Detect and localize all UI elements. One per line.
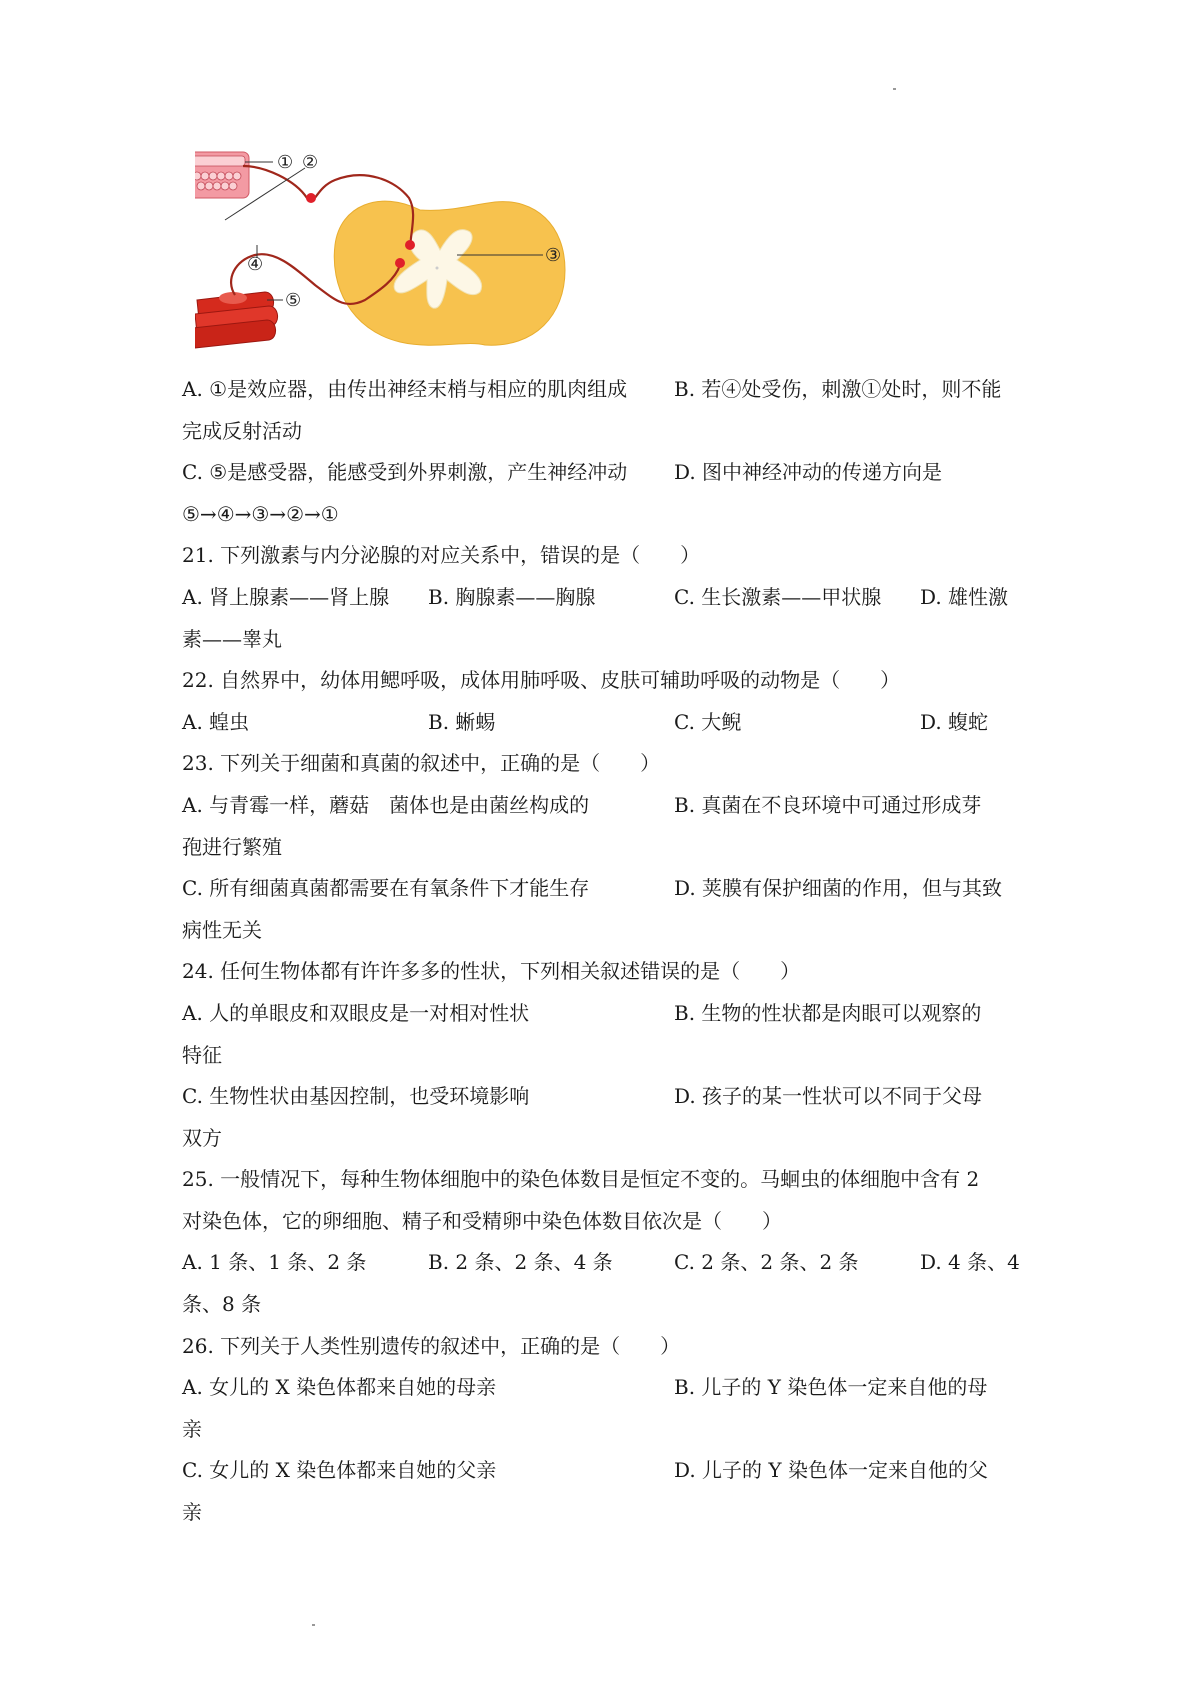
label-5: ⑤ (285, 290, 302, 311)
q24-option-d: D. 孩子的某一性状可以不同于父母 (674, 1084, 983, 1109)
q22-option-c: C. 大鲵 (674, 709, 742, 734)
q21-option-d-cont: 素——睾丸 (182, 626, 282, 651)
scan-dot-top (893, 88, 896, 90)
q23-stem: 23. 下列关于细菌和真菌的叙述中，正确的是（ ） (182, 751, 661, 776)
q26-option-b: B. 儿子的 Y 染色体一定来自他的母 (674, 1375, 988, 1400)
q20-option-b: B. 若④处受伤，刺激①处时，则不能 (674, 377, 1002, 401)
q24-option-b-cont: 特征 (182, 1042, 222, 1067)
q20-options-row-1 (182, 369, 1022, 411)
q20-option-d: D. 图中神经冲动的传递方向是 (674, 460, 943, 485)
q26-option-a: A. 女儿的 X 染色体都来自她的母亲 (182, 1375, 497, 1400)
q24-option-d-cont: 双方 (182, 1125, 222, 1150)
q23-option-b-cont: 孢进行繁殖 (182, 834, 282, 859)
q23-option-d-cont: 病性无关 (182, 917, 262, 942)
q21-option-b: B. 胸腺素——胸腺 (428, 584, 596, 609)
label-4: ④ (247, 254, 264, 275)
label-1: ① (277, 152, 294, 173)
q26-options-row-1 (182, 1367, 1022, 1409)
q22-option-a: A. 蝗虫 (182, 709, 250, 734)
q25-option-b: B. 2 条、2 条、4 条 (428, 1250, 613, 1275)
q26-option-d-cont: 亲 (182, 1500, 202, 1525)
q24-options-row-1 (182, 993, 1022, 1035)
q20-option-a: A. ①是效应器，由传出神经末梢与相应的肌肉组成 (182, 377, 628, 401)
q22-stem: 22. 自然界中，幼体用鳃呼吸，成体用肺呼吸、皮肤可辅助呼吸的动物是（ ） (182, 668, 901, 693)
q23-option-d: D. 荚膜有保护细菌的作用，但与其致 (674, 876, 1003, 901)
ganglion-dot (306, 193, 316, 203)
q24-option-c: C. 生物性状由基因控制，也受环境影响 (182, 1084, 530, 1109)
q20-options-row-2 (182, 452, 1022, 494)
q20-option-b-cont: 完成反射活动 (182, 418, 302, 443)
q25-option-c: C. 2 条、2 条、2 条 (674, 1250, 859, 1275)
q25-option-d-cont: 条、8 条 (182, 1292, 262, 1317)
q26-option-c: C. 女儿的 X 染色体都来自她的父亲 (182, 1458, 497, 1483)
muscle-effector-icon (195, 292, 278, 348)
label-3: ③ (545, 245, 562, 266)
q23-option-c: C. 所有细菌真菌都需要在有氧条件下才能生存 (182, 876, 590, 901)
question-content (182, 369, 1022, 1534)
q22-option-b: B. 蜥蜴 (428, 709, 496, 734)
reflex-arc-figure (195, 140, 635, 370)
q21-option-a: A. 肾上腺素——肾上腺 (182, 584, 390, 609)
q24-option-a: A. 人的单眼皮和双眼皮是一对相对性状 (182, 1000, 530, 1025)
label-2: ② (302, 152, 319, 173)
q25-option-a: A. 1 条、1 条、2 条 (182, 1250, 367, 1275)
motor-neuron-dot (395, 258, 405, 268)
q26-option-d: D. 儿子的 Y 染色体一定来自他的父 (674, 1458, 988, 1483)
q25-stem-line-2: 对染色体，它的卵细胞、精子和受精卵中染色体数目依次是（ ） (182, 1208, 782, 1233)
q25-options-row (182, 1242, 1022, 1284)
q21-options-row (182, 577, 1022, 619)
scan-dot-bottom (312, 1624, 315, 1626)
skin-receptor-icon (195, 152, 249, 198)
q24-options-row-2 (182, 1076, 1022, 1118)
q25-stem-line-1: 25. 一般情况下，每种生物体细胞中的染色体数目是恒定不变的。马蛔虫的体细胞中含有 2 (182, 1167, 980, 1192)
q25-option-d: D. 4 条、4 (920, 1250, 1020, 1275)
q23-option-b: B. 真菌在不良环境中可通过形成芽 (674, 792, 982, 817)
q22-options-row (182, 702, 1022, 744)
spinal-cord-icon (334, 201, 565, 345)
q21-option-c: C. 生长激素——甲状腺 (674, 584, 882, 609)
q23-options-row-1 (182, 785, 1022, 827)
q24-stem: 24. 任何生物体都有许许多多的性状，下列相关叙述错误的是（ ） (182, 959, 801, 984)
q26-options-row-2 (182, 1450, 1022, 1492)
q20-option-d-cont: ⑤→④→③→②→① (182, 501, 339, 526)
q26-option-b-cont: 亲 (182, 1416, 202, 1441)
q26-stem: 26. 下列关于人类性别遗传的叙述中，正确的是（ ） (182, 1333, 681, 1358)
q23-options-row-2 (182, 868, 1022, 910)
q21-stem: 21. 下列激素与内分泌腺的对应关系中，错误的是（ ） (182, 543, 701, 568)
q21-option-d: D. 雄性激 (920, 584, 1009, 609)
q20-option-c: C. ⑤是感受器，能感受到外界刺激，产生神经冲动 (182, 460, 628, 485)
synapse-dot (405, 240, 415, 250)
q23-option-a: A. 与青霉一样，蘑菇 菌体也是由菌丝构成的 (182, 792, 590, 817)
q24-option-b: B. 生物的性状都是肉眼可以观察的 (674, 1000, 982, 1025)
q22-option-d: D. 蝮蛇 (920, 709, 989, 734)
